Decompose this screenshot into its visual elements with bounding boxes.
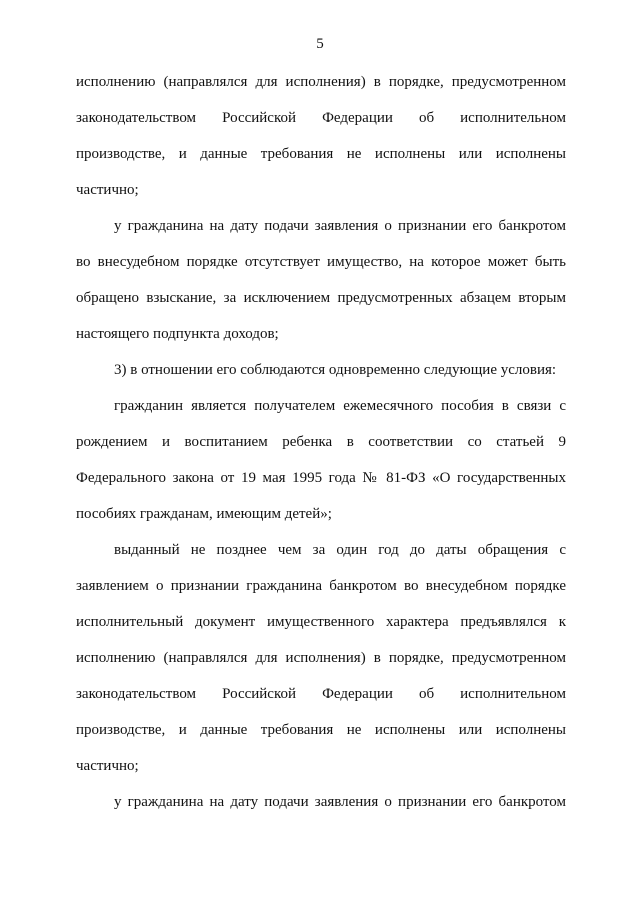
text-line: частично; xyxy=(76,182,139,198)
text-line: частично; xyxy=(76,758,139,774)
paragraph-first-line: у гражданина на дату подачи заявления о признании его банкротом xyxy=(114,218,566,234)
text-line: производстве, и данные требования не исполнены или исполнены xyxy=(76,722,566,738)
page-number: 5 xyxy=(316,36,324,52)
text-line: заявлением о признании гражданина банкротом во внесудебном порядке xyxy=(76,578,566,594)
text-line: настоящего подпункта доходов; xyxy=(76,326,279,342)
paragraph-first-line: гражданин является получателем ежемесячного пособия в связи с xyxy=(114,398,566,414)
text-line: законодательством Российской Федерации об исполнительном xyxy=(76,110,566,126)
text-line: исполнению (направлялся для исполнения) в порядке, предусмотренном xyxy=(76,74,566,90)
paragraph-first-line: 3) в отношении его соблюдаются одновременно следующие условия: xyxy=(114,362,557,378)
text-line: исполнительный документ имущественного характера предъявлялся к xyxy=(76,614,566,630)
text-line: Федерального закона от 19 мая 1995 года № 81-ФЗ «О государственных xyxy=(76,470,566,486)
text-line: во внесудебном порядке отсутствует имущество, на которое может быть xyxy=(76,254,566,270)
text-line: обращено взыскание, за исключением предусмотренных абзацем вторым xyxy=(76,290,566,306)
text-line: исполнению (направлялся для исполнения) в порядке, предусмотренном xyxy=(76,650,566,666)
paragraph-first-line: выданный не позднее чем за один год до даты обращения с xyxy=(114,542,566,558)
text-line: производстве, и данные требования не исполнены или исполнены xyxy=(76,146,566,162)
text-line: пособиях гражданам, имеющим детей»; xyxy=(76,506,332,522)
text-line: рождением и воспитанием ребенка в соответствии со статьей 9 xyxy=(76,434,566,450)
text-line: законодательством Российской Федерации об исполнительном xyxy=(76,686,566,702)
paragraph-first-line: у гражданина на дату подачи заявления о признании его банкротом xyxy=(114,794,566,810)
